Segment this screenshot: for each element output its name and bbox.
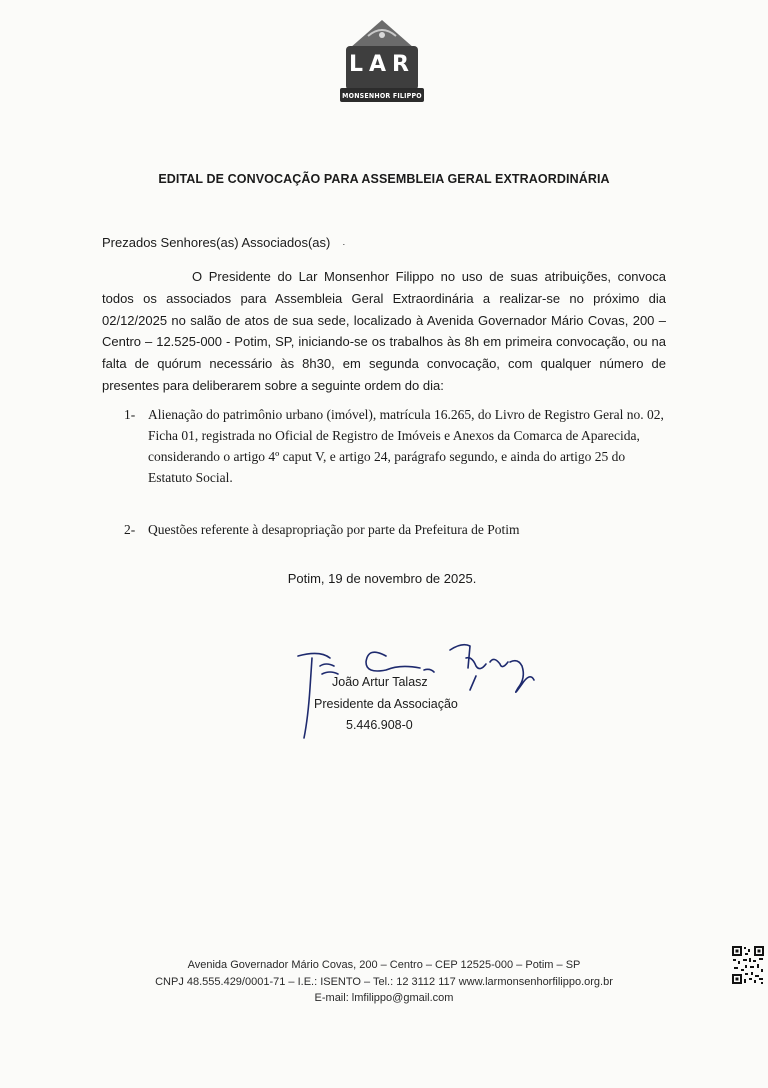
body-paragraph: O Presidente do Lar Monsenhor Filippo no uso de suas atribuições, convoca todos os associados para Assembleia Geral Extraordinária a realizar-se no próximo dia 02/12/2025 no salão de atos de sua sede, localizado à Avenida Governador Mário Covas, 200 – Centro – 12.525-000 - Potim, SP, iniciando-se os trabalhos às 8h em primeira convocação, ou na falta de quórum necessário às 8h30, em segunda convocação, com qualquer número de presentes para deliberarem sobre a seguinte ordem do dia: xyxy=(102,269,666,393)
agenda-item-number: 1- xyxy=(124,407,136,422)
place-and-date xyxy=(0,571,768,586)
salutation xyxy=(102,235,345,250)
signatory-role: Presidente da Associação xyxy=(314,696,458,711)
agenda-item-text: Questões referente à desapropriação por parte da Prefeitura de Potim xyxy=(148,522,520,537)
logo-subtext: MONSENHOR FILIPPO xyxy=(342,92,422,100)
document-title: EDITAL DE CONVOCAÇÃO PARA ASSEMBLEIA GERAL EXTRAORDINÁRIA xyxy=(158,172,610,186)
signatory-block xyxy=(314,672,458,737)
agenda-item xyxy=(124,519,666,540)
signatory-id: 5.446.908-0 xyxy=(346,718,413,732)
salutation-text: Prezados Senhores(as) Associados(as) xyxy=(102,235,331,250)
footer-registry: CNPJ 48.555.429/0001-71 – I.E.: ISENTO – Tel.: 12 3112 117 www.larmonsenhorfilippo.org.br xyxy=(155,975,613,988)
qr-code-icon xyxy=(731,945,765,985)
stray-mark: · xyxy=(342,239,346,249)
footer-email: E-mail: lmfilippo@gmail.com xyxy=(314,992,454,1004)
footer-address: Avenida Governador Mário Covas, 200 – Centro – CEP 12525-000 – Potim – SP xyxy=(187,959,581,971)
place-date-text: Potim, 19 de novembro de 2025. xyxy=(287,571,477,586)
page-footer xyxy=(0,957,768,1007)
agenda-item-text: Alienação do patrimônio urbano (imóvel), matrícula 16.265, do Livro de Registro Geral no. 02, Ficha 01, registrada no Oficial de Registro de Imóveis e Anexos da Comarca de Aparecida, considerando o artigo 4º caput V, e artigo 24, parágrafo segundo, e ainda do artigo 25 do Estatuto Social. xyxy=(148,407,664,485)
logo-text: LAR xyxy=(349,52,415,77)
signatory-name: João Artur Talasz xyxy=(332,675,428,689)
agenda-item xyxy=(124,404,666,488)
agenda-list xyxy=(124,404,666,540)
agenda-item-number: 2- xyxy=(124,522,136,537)
lar-logo xyxy=(340,14,424,104)
